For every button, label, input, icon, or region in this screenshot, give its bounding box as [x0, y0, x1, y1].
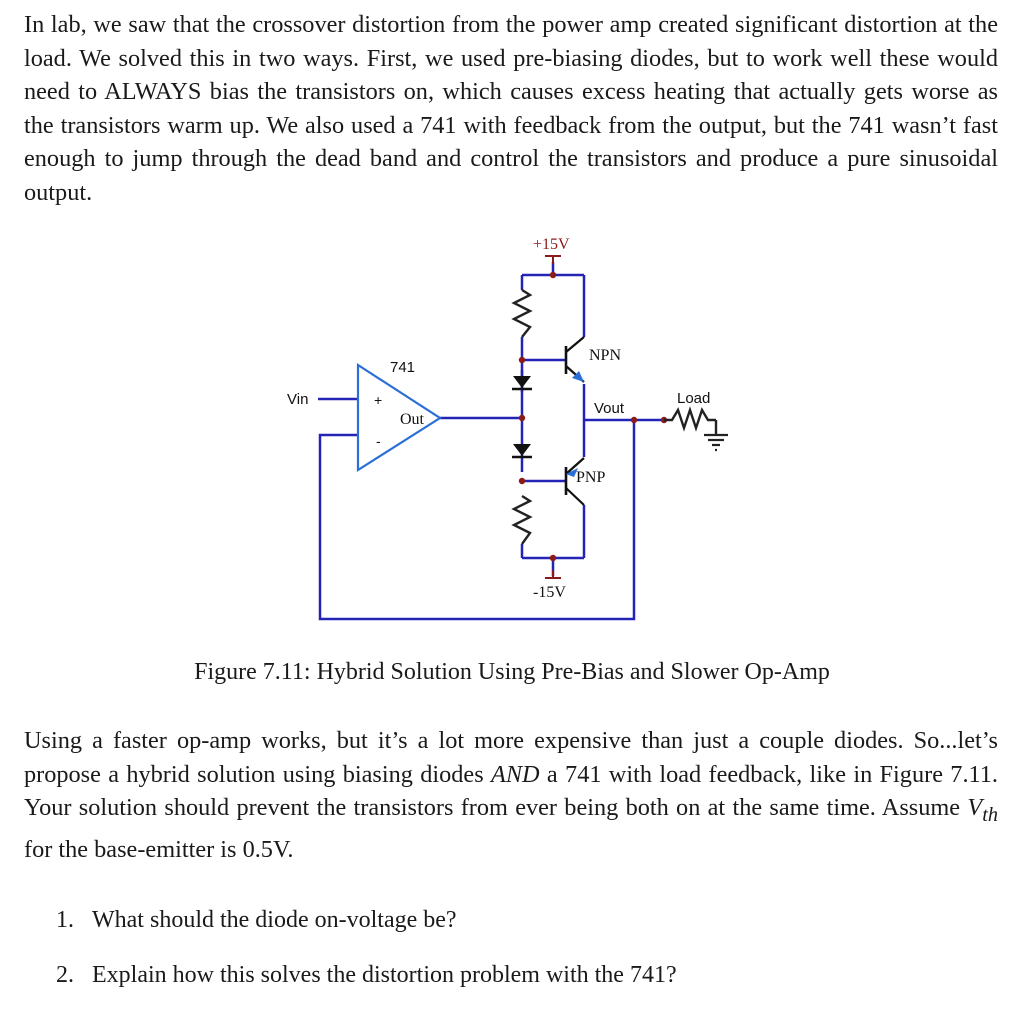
problem-paragraph — [24, 724, 998, 866]
figure-caption: Figure 7.11: Hybrid Solution Using Pre-Bias and Slower Op-Amp — [194, 659, 830, 685]
question-item — [56, 904, 677, 936]
emphasis-and: AND — [491, 760, 540, 788]
vin-label: Vin — [287, 391, 309, 408]
ground-icon — [704, 435, 728, 450]
vout-label: Vout — [594, 400, 625, 417]
problem-text-3: for the base-emitter is 0.5V. — [24, 835, 294, 863]
upper-diode — [512, 370, 532, 392]
question-number: 2. — [56, 962, 74, 988]
question-list — [56, 904, 677, 1014]
lower-diode — [512, 444, 532, 457]
opamp-label: 741 — [390, 359, 416, 376]
pnp-label: PNP — [576, 469, 606, 486]
npn-label: NPN — [589, 347, 622, 364]
lower-resistor — [514, 496, 530, 544]
question-item — [56, 959, 677, 991]
problem-text-1: Using a faster op-amp works, but it’s a lot more expensive than just a couple diodes. So...let’s propose a hybrid solution using biasing diodes — [24, 727, 998, 788]
opamp-out-label: Out — [400, 411, 424, 428]
npn-transistor — [566, 337, 584, 382]
problem-text-2: a 741 with load feedback, like in Figure 7.11. Your solution should prevent the transistors from ever being both on at the same time. Assume — [24, 760, 998, 822]
signal-wires — [318, 262, 664, 576]
variable-v: V — [967, 794, 983, 822]
junction-dots — [519, 272, 667, 561]
question-text: Explain how this solves the distortion problem with the 741? — [92, 962, 677, 988]
vplus-supply-symbol — [545, 256, 561, 264]
opamp-minus-label: - — [376, 433, 381, 449]
load-resistor — [664, 410, 716, 428]
question-number: 1. — [56, 907, 74, 933]
opamp-plus-label: + — [374, 392, 383, 408]
vplus-label: +15V — [533, 236, 570, 253]
feedback-wire — [320, 420, 634, 619]
load-label: Load — [677, 390, 711, 407]
vminus-label: -15V — [533, 584, 566, 601]
opamp-triangle — [358, 365, 440, 470]
intro-paragraph: In lab, we saw that the crossover distortion from the power amp created significant distortion at the load. We solved this in two ways. First, we used pre-biasing diodes, but to work well these would need to ALWAYS bias the transistors on, which causes excess heating that actually gets worse as the transistors warm up. We also used a 741 with feedback from the output, but the 741 wasn’t fast enough to jump through the dead band and control the transistors and produce a pure sinusoidal output. — [24, 11, 998, 206]
upper-resistor — [514, 290, 530, 337]
vminus-supply-symbol — [545, 570, 561, 578]
variable-subscript: th — [982, 804, 998, 827]
question-text: What should the diode on-voltage be? — [92, 907, 457, 933]
